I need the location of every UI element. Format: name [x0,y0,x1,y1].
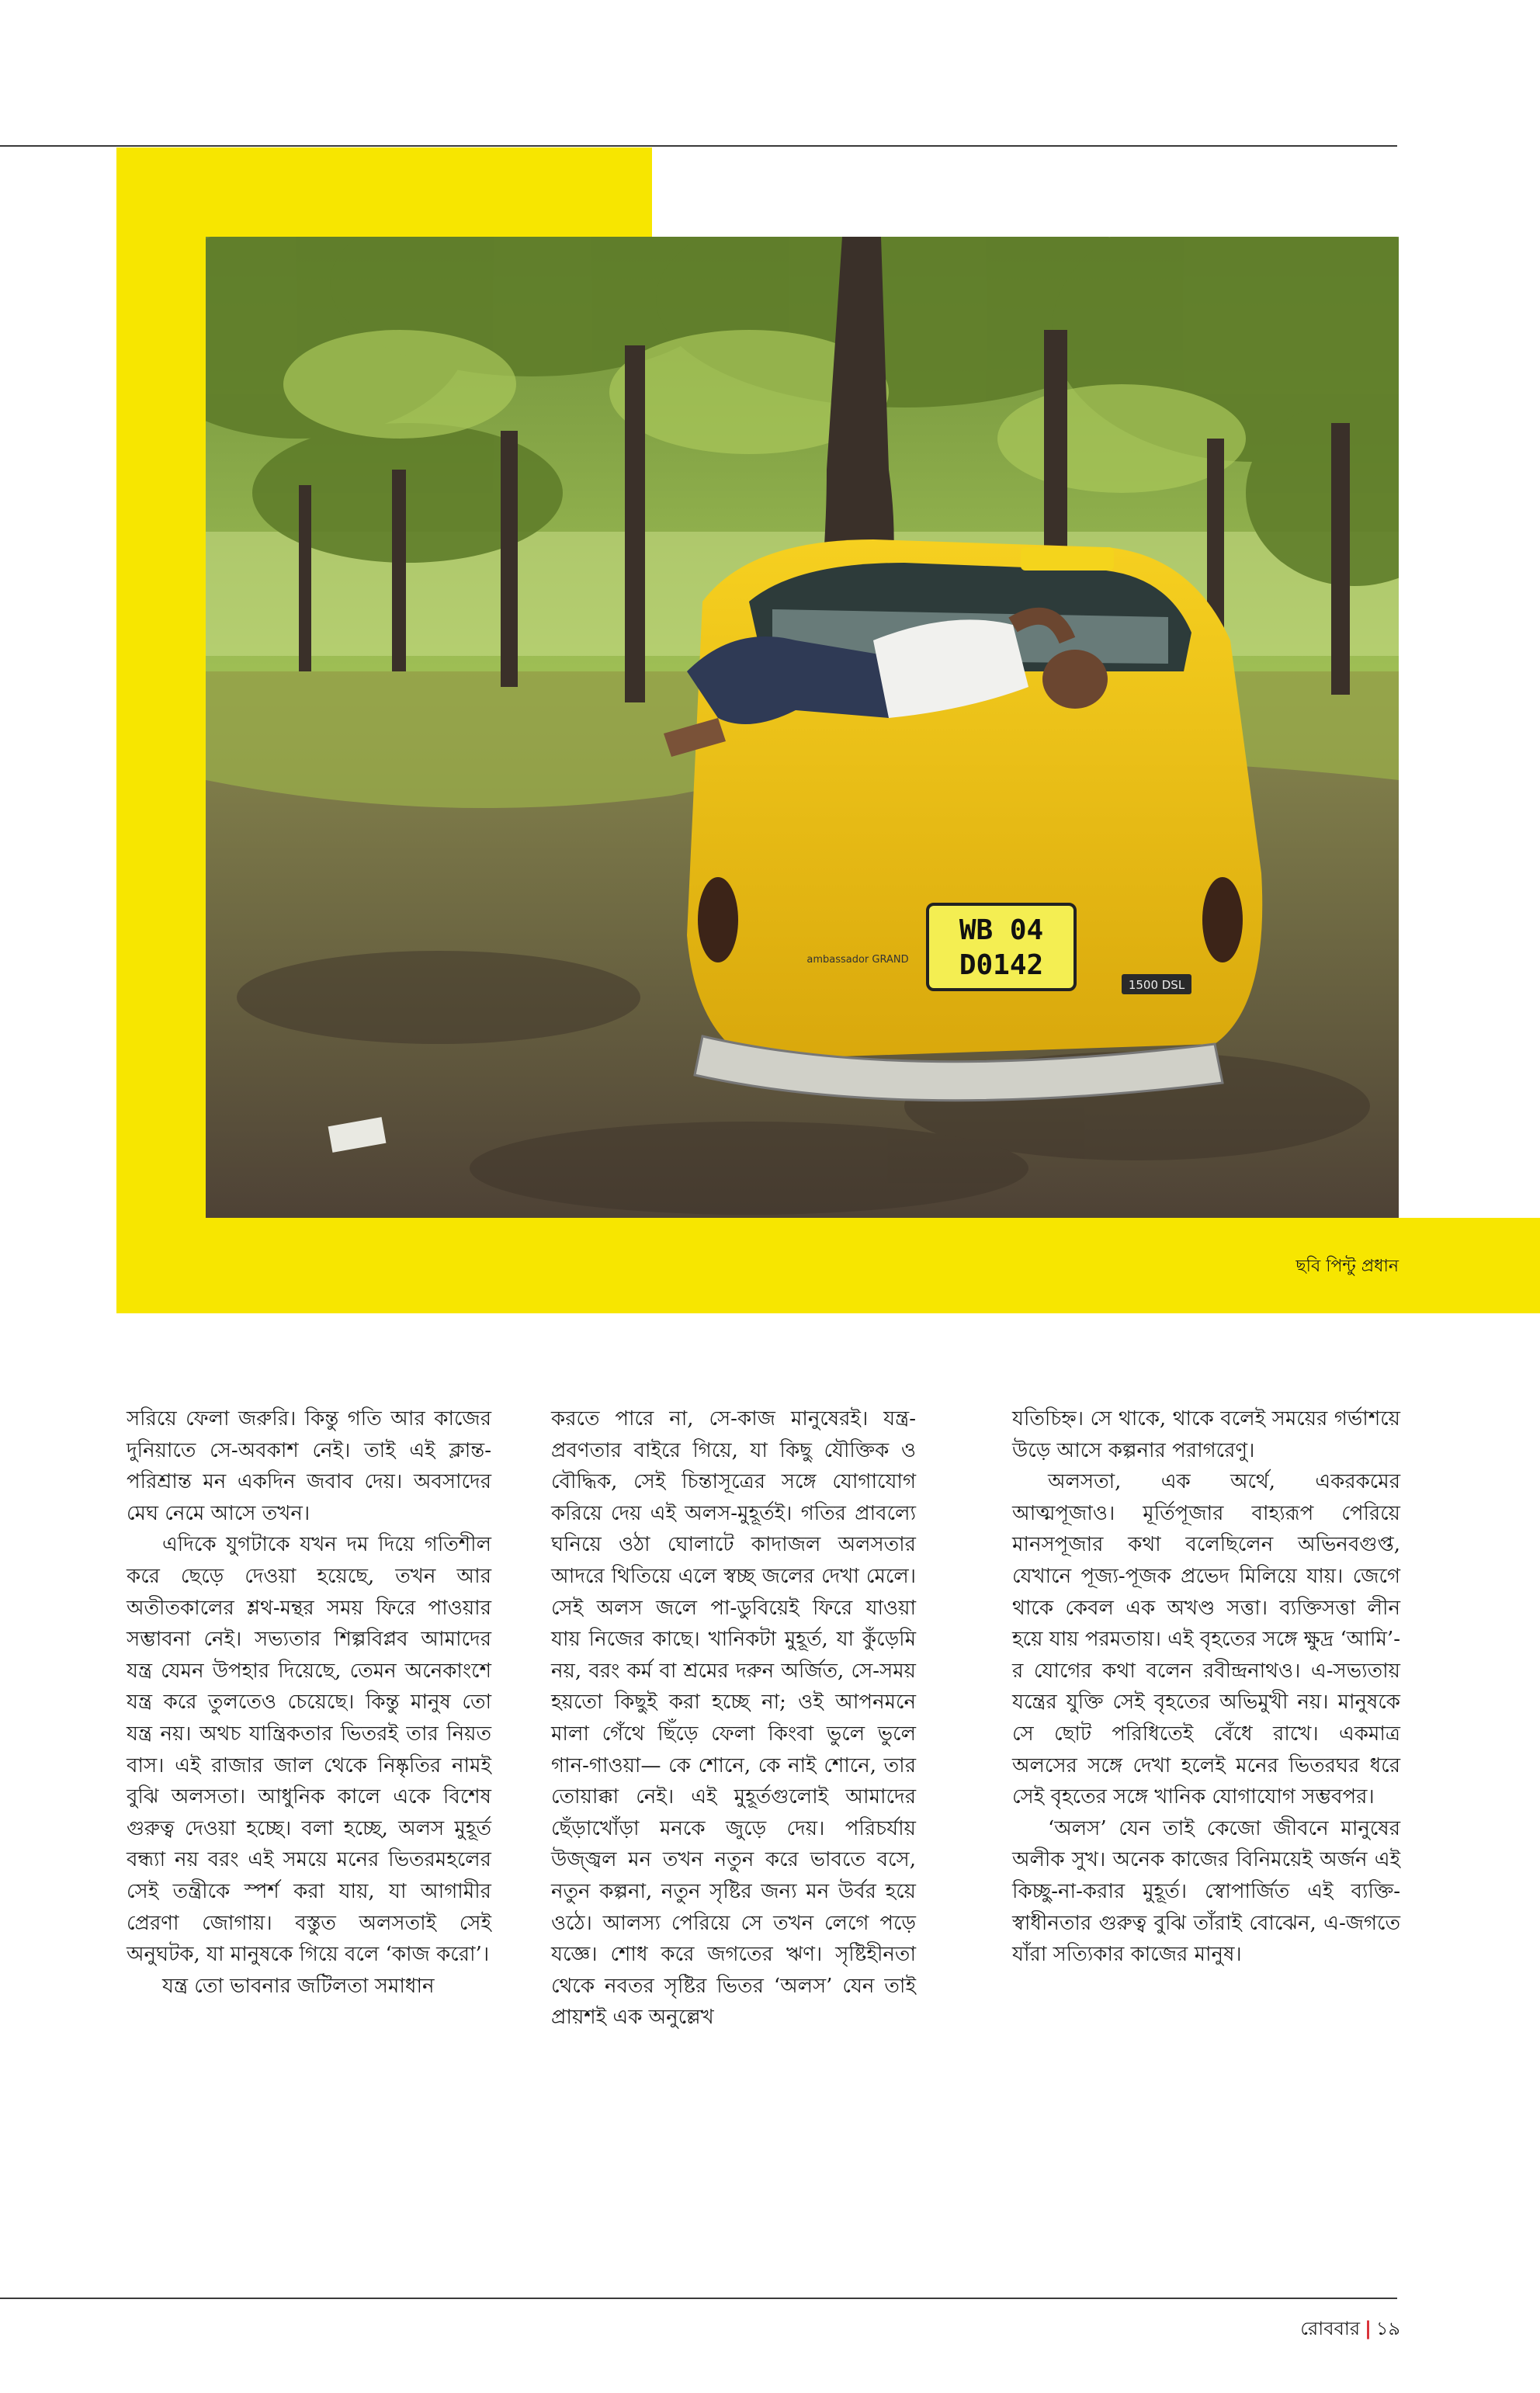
page-footer [1300,2315,1400,2346]
paragraph: এদিকে যুগটাকে যখন দম দিয়ে গতিশীল করে ছেড়ে দেওয়া হয়েছে, তখন আর অতীতকালের শ্লথ-মন্থর সময় ফিরে পাওয়ার সম্ভাবনা নেই। সভ্যতার শিল্পবিপ্লব আমাদের যন্ত্র যেমন উপহার দিয়েছে, তেমন অনেকাংশে যন্ত্র করে তুলতেও চেয়েছে। কিন্তু মানুষ তো যন্ত্র নয়। অথচ যান্ত্রিকতার ভিতরই তার নিয়ত বাস। এই রাজার জাল থেকে নিষ্কৃতির নামই বুঝি অলসতা। আধুনিক কালে একে বিশেষ গুরুত্ব দেওয়া হচ্ছে। বলা হচ্ছে, অলস মুহূর্ত বন্ধ্যা নয় বরং এই সময়ে মনের ভিতরমহলের সেই তন্ত্রীকে স্পর্শ করা যায়, যা আগামীর প্রেরণা জোগায়। বস্তুত অলসতাই সেই অনুঘটক, যা মানুষকে গিয়ে বলে ‘কাজ করো’। [127,1533,491,1967]
magazine-name: রোববার [1300,2318,1361,2339]
car-badge: 1500 DSL [1128,978,1185,992]
top-rule [0,145,1397,147]
paragraph: ‘অলস’ যেন তাই কেজো জীবনে মানুষের অলীক সুখ। অনেক কাজের বিনিময়েই অর্জন এই কিচ্ছু-না-করার মুহূর্ত। স্বোপার্জিত এই ব্যক্তি-স্বাধীনতার গুরুত্ব বুঝি তাঁরাই বোঝেন, এ-জগতে যাঁরা সত্যিকার কাজের মানুষ। [1012,1816,1400,1967]
text-column-1 [127,1403,491,2002]
paragraph: করতে পারে না, সে-কাজ মানুষেরই। যন্ত্র-প্রবণতার বাইরে গিয়ে, যা কিছু যৌক্তিক ও বৌদ্ধিক, সেই চিন্তাসূত্রের সঙ্গে যোগাযোগ করিয়ে দেয় এই অলস-মুহূর্তই। গতির প্রাবল্যে ঘনিয়ে ওঠা ঘোলাটে কাদাজল অলসতার আদরে থিতিয়ে এলে স্বচ্ছ জলের দেখা মেলে। সেই অলস জলে পা-ডুবিয়েই ফিরে যাওয়া যায় নিজের কাছে। খানিকটা মুহূর্ত, যা কুঁড়েমি নয়, বরং কর্ম বা শ্রমের দরুন অর্জিত, সে-সময় হয়তো কিছুই করা হচ্ছে না; ওই আপনমনে মালা গেঁথে ছিঁড়ে ফেলা কিংবা ভুলে ভুলে গান-গাওয়া— কে শোনে, কে নাই শোনে, তার তোয়াক্কা নেই। এই মুহূর্তগুলোই আমাদের ছেঁড়াখোঁড়া মনকে জুড়ে দেয়। পরিচর্যায় উজ্জ্বল মন তখন নতুন করে ভাবতে বসে, নতুন কল্পনা, নতুন সৃষ্টির জন্য মন উর্বর হয়ে ওঠে। আলস্য পেরিয়ে সে তখন লেগে পড়ে যজ্ঞে। শোধ করে জগতের ঋণ। সৃষ্টিহীনতা থেকে নবতর সৃষ্টির ভিতর ‘অলস’ যেন তাই প্রায়শই এক অনুল্লেখ [551,1407,916,2030]
paragraph: যন্ত্র তো ভাবনার জটিলতা সমাধান [162,1974,435,1998]
page-number: ১৯ [1375,2318,1400,2339]
paragraph: যতিচিহ্ন। সে থাকে, থাকে বলেই সময়ের গর্ভাশয়ে উড়ে আসে কল্পনার পরাগরেণু। [1012,1407,1400,1462]
photo-man-on-taxi [206,237,1399,1218]
text-column-2 [551,1403,916,2034]
footer-separator: | [1365,2318,1372,2339]
car-emblem: ambassador GRAND [806,954,909,966]
yellow-strip-left [116,147,210,1313]
text-column-3 [1012,1403,1400,1971]
photo-credit: ছবি পিন্টু প্রধান [1295,1257,1399,1276]
paragraph: সরিয়ে ফেলা জরুরি। কিন্তু গতি আর কাজের দুনিয়াতে সে-অবকাশ নেই। তাই এই ক্লান্ত-পরিশ্রান্ত মন একদিন জবাব দেয়। অবসাদের মেঘ নেমে আসে তখন। [127,1407,491,1525]
bottom-rule [0,2298,1397,2299]
plate-line1: WB 04 [959,914,1044,946]
plate-line2: D0142 [959,949,1044,981]
paragraph: অলসতা, এক অর্থে, একরকমের আত্মপূজাও। মূর্তিপূজার বাহ্যরূপ পেরিয়ে মানসপূজার কথা বলেছিলেন অভিনবগুপ্ত, যেখানে পূজ্য-পূজক প্রভেদ মিলিয়ে যায়। জেগে থাকে কেবল এক অখণ্ড সত্তা। ব্যক্তিসত্তা লীন হয়ে যায় পরমতায়। এই বৃহতের সঙ্গে ক্ষুদ্র ‘আমি’-র যোগের কথা বলেন রবীন্দ্রনাথও। এ-সভ্যতায় যন্ত্রের যুক্তি সেই বৃহতের অভিমুখী নয়। মানুষকে সে ছোট পরিধিতেই বেঁধে রাখে। একমাত্র অলসের সঙ্গে দেখা হলেই মনের ভিতরঘর ধরে সেই বৃহতের সঙ্গে খানিক যোগাযোগ সম্ভবপর। [1012,1470,1400,1809]
